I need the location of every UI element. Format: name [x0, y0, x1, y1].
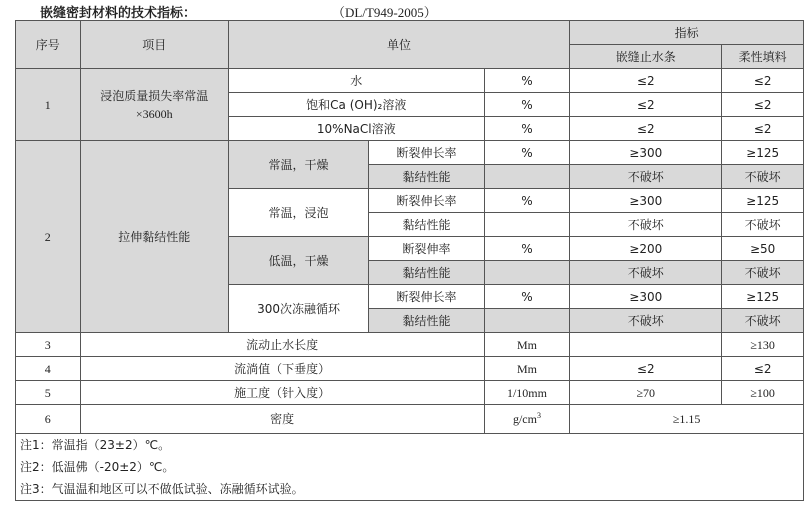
condition-cell: 常温，干燥 [228, 141, 368, 189]
unit-cell: % [484, 237, 570, 261]
value-a-cell: ≤2 [570, 69, 722, 93]
value-b-cell: ≤2 [722, 93, 804, 117]
header-index: 指标 [570, 21, 804, 45]
unit-cell: 1/10mm [484, 381, 570, 405]
value-b-cell: ≥130 [722, 333, 804, 357]
seq-cell: 6 [16, 405, 81, 434]
table-row [16, 333, 804, 357]
value-b-cell: ≤2 [722, 69, 804, 93]
note-1: 注1：常温指（23±2）℃。 [16, 434, 804, 457]
note-row [16, 478, 804, 501]
note-row [16, 434, 804, 457]
unit-cell: % [484, 93, 570, 117]
item-cell: 施工度（针入度） [80, 381, 484, 405]
property-cell: 断裂伸长率 [369, 285, 484, 309]
value-a-cell: ≤2 [570, 357, 722, 381]
value-b-cell: ≥100 [722, 381, 804, 405]
table-title: 嵌缝密封材料的技术指标： [40, 6, 197, 21]
unit-cell: % [484, 117, 570, 141]
unit-cell [484, 309, 570, 333]
value-b-cell: 不破坏 [722, 165, 804, 189]
medium-cell: 10%NaCl溶液 [228, 117, 484, 141]
value-a-cell: ≤2 [570, 117, 722, 141]
value-a-cell: 不破坏 [570, 213, 722, 237]
medium-cell: 饱和Ca (OH)₂溶液 [228, 93, 484, 117]
value-b-cell: 不破坏 [722, 261, 804, 285]
property-cell: 黏结性能 [369, 261, 484, 285]
item-cell: 密度 [80, 405, 484, 434]
standard-code: （DL/T949-2005） [332, 5, 437, 20]
item-cell: 拉伸黏结性能 [80, 141, 228, 333]
note-2: 注2：低温佛（-20±2）℃。 [16, 456, 804, 478]
seq-cell: 4 [16, 357, 81, 381]
value-b-cell: ≤2 [722, 117, 804, 141]
value-a-cell: 不破坏 [570, 261, 722, 285]
condition-cell: 常温，浸泡 [228, 189, 368, 237]
title-row [40, 0, 800, 20]
unit-cell [484, 261, 570, 285]
value-a-cell: ≥300 [570, 189, 722, 213]
property-cell: 黏结性能 [369, 165, 484, 189]
note-3: 注3：气温温和地区可以不做低试验、冻融循环试验。 [16, 478, 804, 501]
value-a-cell: ≥300 [570, 285, 722, 309]
value-merged-cell: ≥1.15 [570, 405, 804, 434]
header-seq: 序号 [16, 21, 81, 69]
seq-cell: 2 [16, 141, 81, 333]
item-cell: 流动止水长度 [80, 333, 484, 357]
seq-cell: 5 [16, 381, 81, 405]
value-b-cell: ≥125 [722, 189, 804, 213]
unit-cell [484, 213, 570, 237]
unit-cell: % [484, 285, 570, 309]
seq-cell: 1 [16, 69, 81, 141]
header-col-a: 嵌缝止水条 [570, 45, 722, 69]
value-a-cell: ≤2 [570, 93, 722, 117]
unit-cell [484, 405, 570, 434]
property-cell: 黏结性能 [369, 309, 484, 333]
item-line: 浸泡质量损失率常温 [100, 88, 209, 103]
item-line: ×3600h [135, 106, 173, 121]
unit-cell: % [484, 141, 570, 165]
table-row [16, 357, 804, 381]
note-row [16, 456, 804, 478]
unit-cell [484, 165, 570, 189]
condition-cell: 300次冻融循环 [228, 285, 368, 333]
unit-cell: Mm [484, 357, 570, 381]
unit-cell: Mm [484, 333, 570, 357]
condition-cell: 低温，干燥 [228, 237, 368, 285]
item-cell [80, 69, 228, 141]
unit-superscript: 3 [536, 411, 541, 420]
value-a-cell: ≥70 [570, 381, 722, 405]
property-cell: 断裂伸长率 [369, 141, 484, 165]
header-col-b: 柔性填料 [722, 45, 804, 69]
value-a-cell: ≥200 [570, 237, 722, 261]
header-unit: 单位 [228, 21, 569, 69]
seq-cell: 3 [16, 333, 81, 357]
value-b-cell: ≥125 [722, 141, 804, 165]
value-b-cell: ≤2 [722, 357, 804, 381]
value-b-cell: ≥50 [722, 237, 804, 261]
table-row [16, 69, 804, 93]
unit-cell: % [484, 189, 570, 213]
spec-table [15, 20, 804, 501]
value-b-cell: 不破坏 [722, 213, 804, 237]
value-b-cell: ≥125 [722, 285, 804, 309]
value-a-cell: 不破坏 [570, 165, 722, 189]
table-row [16, 381, 804, 405]
header-item: 项目 [80, 21, 228, 69]
property-cell: 断裂伸率 [369, 237, 484, 261]
value-a-cell: ≥300 [570, 141, 722, 165]
table-row [16, 141, 804, 165]
medium-cell: 水 [228, 69, 484, 93]
unit-cell: % [484, 69, 570, 93]
property-cell: 黏结性能 [369, 213, 484, 237]
item-cell: 流淌值（下垂度） [80, 357, 484, 381]
table-row [16, 405, 804, 434]
unit-base: g/cm [512, 412, 537, 426]
value-a-cell [570, 333, 722, 357]
value-a-cell: 不破坏 [570, 309, 722, 333]
property-cell: 断裂伸长率 [369, 189, 484, 213]
value-b-cell: 不破坏 [722, 309, 804, 333]
